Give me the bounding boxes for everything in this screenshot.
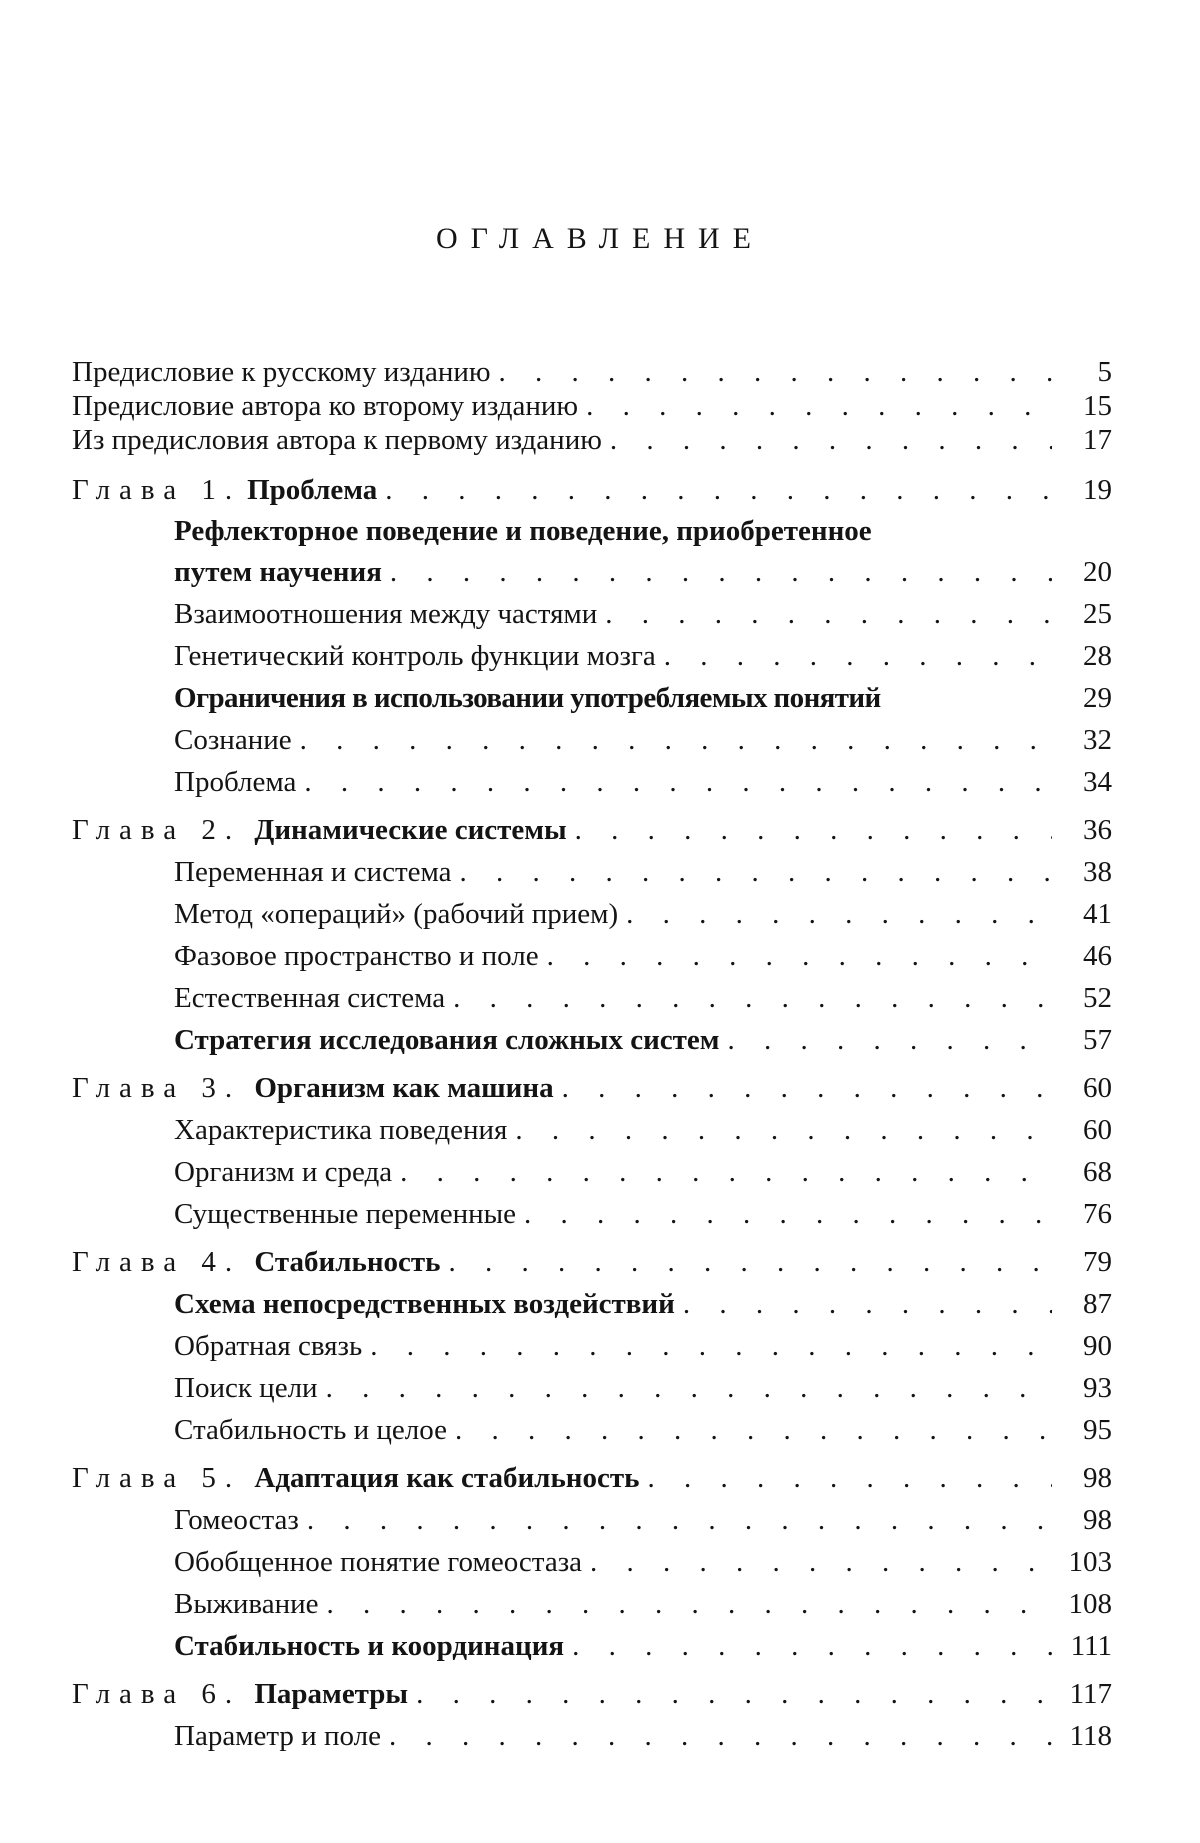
toc-page-number: 118: [1069, 1720, 1112, 1752]
toc-page-number: 79: [1083, 1246, 1112, 1278]
toc-section-title: Гомеостаз: [174, 1504, 299, 1536]
dot-leader: [449, 1241, 1052, 1283]
chapter-title: Стабильность: [254, 1246, 441, 1278]
dot-leader: [389, 1715, 1052, 1757]
toc-section: [72, 677, 1112, 719]
toc-section: [72, 1715, 1112, 1757]
dot-leader: [326, 1583, 1052, 1625]
chapter-title: Динамические системы: [254, 814, 567, 846]
dot-leader: [370, 1325, 1052, 1367]
toc-section: [72, 851, 1112, 893]
toc-section-title: Сознание: [174, 724, 292, 756]
toc-page-number: 46: [1083, 940, 1112, 972]
toc-section: [72, 1283, 1112, 1325]
page-title: ОГЛАВЛЕНИЕ: [436, 222, 764, 255]
toc-section-title: Схема непосредственных воздействий: [174, 1288, 675, 1320]
chapter-title: Адаптация как стабильность: [254, 1462, 640, 1494]
toc-entry-title: Предисловие автора ко второму изданию: [72, 390, 579, 422]
chapter-label: Глава 3.: [72, 1072, 242, 1104]
dot-leader: [626, 893, 1052, 935]
chapter-title: Проблема: [247, 474, 378, 506]
dot-leader: [683, 1283, 1052, 1325]
toc-section: [72, 977, 1112, 1019]
chapter-label: Глава 6.: [72, 1678, 242, 1710]
table-of-contents: [72, 355, 1112, 1757]
chapter-label: Глава 5.: [72, 1462, 242, 1494]
toc-section: [72, 551, 1112, 593]
dot-leader: [586, 389, 1052, 423]
toc-page-number: 103: [1068, 1546, 1112, 1578]
dot-leader: [499, 355, 1052, 389]
toc-section-title: Стабильность и координация: [174, 1630, 565, 1662]
toc-page-number: 32: [1083, 724, 1112, 756]
toc-section: [72, 1193, 1112, 1235]
chapter-label: Глава 4.: [72, 1246, 242, 1278]
toc-page-number: 76: [1083, 1198, 1112, 1230]
toc-page-number: 28: [1083, 640, 1112, 672]
toc-page-number: 34: [1083, 766, 1112, 798]
toc-section: [72, 719, 1112, 761]
toc-section: [72, 1409, 1112, 1451]
toc-page-number: 117: [1069, 1678, 1112, 1710]
toc-section-title: Ограничения в использовании употребляемых понятий: [174, 682, 881, 714]
toc-section: [72, 593, 1112, 635]
dot-leader: [453, 977, 1052, 1019]
dot-leader: [390, 551, 1052, 593]
dot-leader: [590, 1541, 1052, 1583]
toc-section: [72, 935, 1112, 977]
toc-section-title: Обобщенное понятие гомеостаза: [174, 1546, 583, 1578]
toc-section: [72, 1499, 1112, 1541]
toc-page-number: 36: [1083, 814, 1112, 846]
chapter-label: Глава 1.: [72, 474, 242, 506]
toc-section: [72, 893, 1112, 935]
toc-page-number: 60: [1083, 1114, 1112, 1146]
dot-leader: [647, 1457, 1052, 1499]
dot-leader: [416, 1673, 1052, 1715]
toc-page-number: 90: [1083, 1330, 1112, 1362]
dot-leader: [664, 635, 1052, 677]
toc-page-number: 41: [1083, 898, 1112, 930]
dot-leader: [304, 761, 1052, 803]
toc-chapter-2: [72, 809, 1112, 851]
toc-section-title: Фазовое пространство и поле: [174, 940, 539, 972]
toc-section: [72, 1019, 1112, 1061]
toc-page-number: 52: [1083, 982, 1112, 1014]
dot-leader: [385, 469, 1052, 511]
toc-page-number: 95: [1083, 1414, 1112, 1446]
toc-page-number: 98: [1083, 1504, 1112, 1536]
dot-leader: [524, 1193, 1052, 1235]
toc-page-number: 19: [1083, 474, 1112, 506]
toc-page-number: 20: [1083, 556, 1112, 588]
toc-page-number: 98: [1083, 1462, 1112, 1494]
toc-page-number: 25: [1083, 598, 1112, 630]
toc-section: [72, 1541, 1112, 1583]
toc-section: [72, 761, 1112, 803]
toc-page-number: 93: [1083, 1372, 1112, 1404]
toc-section-title: путем научения: [174, 556, 382, 588]
toc-entry-title: Из предисловия автора к первому изданию: [72, 424, 602, 456]
chapter-title: Параметры: [254, 1678, 409, 1710]
toc-section-title: Стратегия исследования сложных систем: [174, 1024, 720, 1056]
toc-section: [72, 1109, 1112, 1151]
toc-page-number: 38: [1083, 856, 1112, 888]
chapter-title: Организм как машина: [254, 1072, 554, 1104]
toc-page-number: 15: [1083, 390, 1112, 422]
dot-leader: [455, 1409, 1052, 1451]
toc-chapter-4: [72, 1241, 1112, 1283]
toc-section: [72, 1625, 1112, 1667]
toc-chapter-3: [72, 1067, 1112, 1109]
toc-chapter-1: [72, 469, 1112, 511]
dot-leader: [575, 809, 1052, 851]
dot-leader: [300, 719, 1052, 761]
toc-page-number: 17: [1083, 424, 1112, 456]
dot-leader: [326, 1367, 1052, 1409]
toc-page-number: 68: [1083, 1156, 1112, 1188]
toc-section-title: Проблема: [174, 766, 297, 798]
toc-section: [72, 635, 1112, 677]
toc-section-title: Характеристика поведения: [174, 1114, 508, 1146]
dot-leader: [728, 1019, 1052, 1061]
toc-section-title: Поиск цели: [174, 1372, 318, 1404]
toc-section-title: Переменная и система: [174, 856, 452, 888]
toc-entry-preface-first: [72, 423, 1112, 457]
toc-page-number: 87: [1083, 1288, 1112, 1320]
toc-section-title: Естественная система: [174, 982, 446, 1014]
toc-section: [72, 1151, 1112, 1193]
toc-section: [72, 1367, 1112, 1409]
toc-chapter-5: [72, 1457, 1112, 1499]
toc-section-title: Выживание: [174, 1588, 319, 1620]
toc-page-number: 60: [1083, 1072, 1112, 1104]
dot-leader: [547, 935, 1052, 977]
dot-leader: [515, 1109, 1052, 1151]
toc-entry-preface-russian: [72, 355, 1112, 389]
chapter-label: Глава 2.: [72, 814, 242, 846]
toc-section-title: Организм и среда: [174, 1156, 393, 1188]
toc-section-title: Существенные переменные: [174, 1198, 517, 1230]
dot-leader: [562, 1067, 1052, 1109]
dot-leader: [460, 851, 1052, 893]
dot-leader: [610, 423, 1052, 457]
toc-page-number: 29: [1083, 682, 1112, 714]
toc-entry-preface-second: [72, 389, 1112, 423]
toc-section-title: Стабильность и целое: [174, 1414, 447, 1446]
toc-section-title: Метод «операций» (рабочий прием): [174, 898, 619, 930]
dot-leader: [572, 1625, 1052, 1667]
toc-page-number: 5: [1097, 356, 1112, 388]
toc-chapter-6: [72, 1673, 1112, 1715]
toc-page-number: 57: [1083, 1024, 1112, 1056]
dot-leader: [307, 1499, 1052, 1541]
toc-section-title: Генетический контроль функции мозга: [174, 640, 656, 672]
toc-section-title: Обратная связь: [174, 1330, 363, 1362]
toc-section: [72, 1325, 1112, 1367]
toc-page-number: 108: [1068, 1588, 1112, 1620]
toc-section-title: Параметр и поле: [174, 1720, 381, 1752]
toc-page-number: 111: [1070, 1630, 1112, 1662]
toc-section: [72, 1583, 1112, 1625]
dot-leader: [400, 1151, 1052, 1193]
toc-entry-title: Предисловие к русскому изданию: [72, 356, 491, 388]
dot-leader: [605, 593, 1052, 635]
toc-section-title: Взаимоотношения между частями: [174, 598, 598, 630]
toc-section-title: Рефлекторное поведение и поведение, приобретенное: [174, 515, 872, 547]
